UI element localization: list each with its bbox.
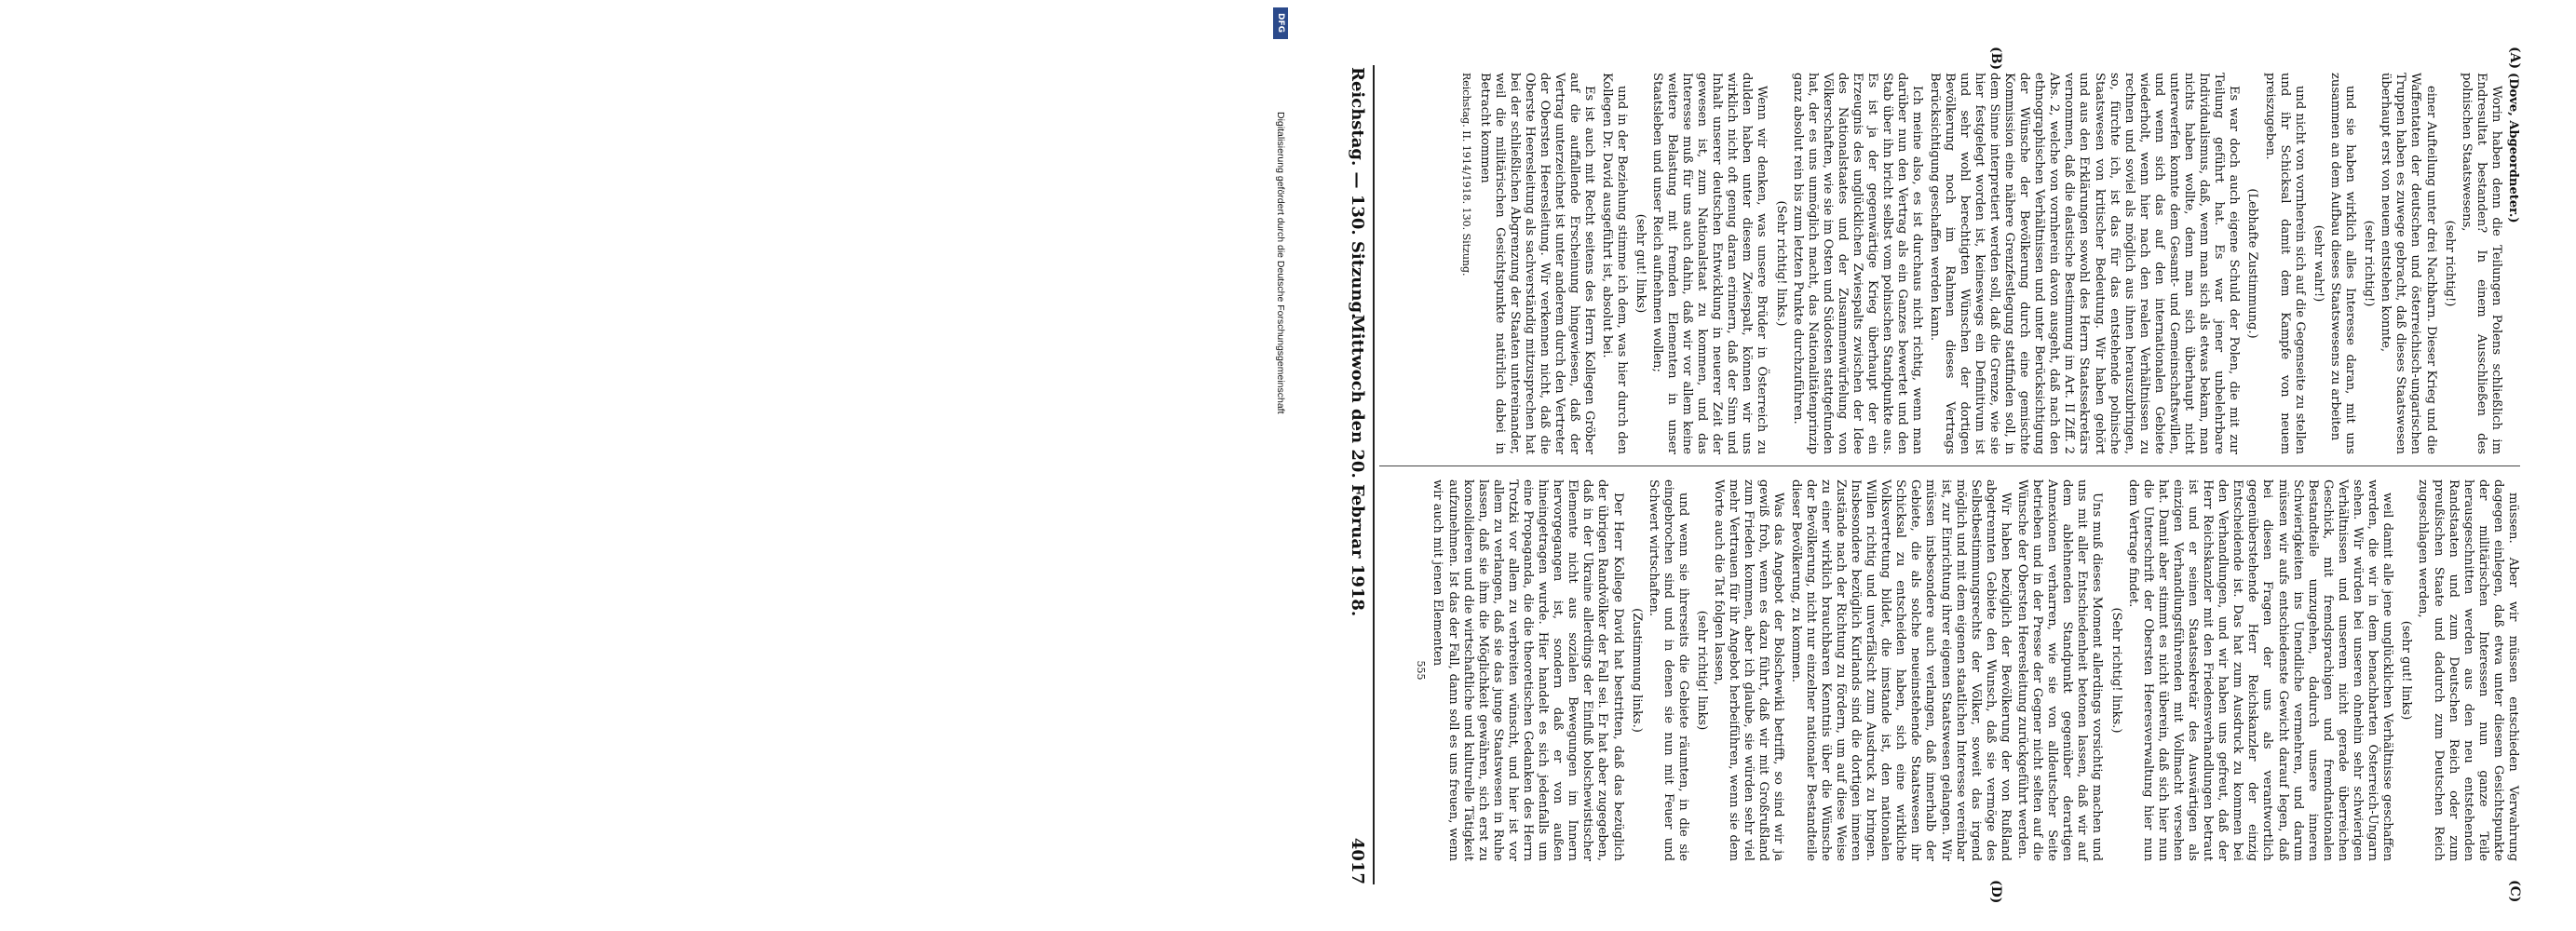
- paragraph: Was das Angebot der Bolschewiki betrifft, so sind wir ja gewiß froh, wenn es dazu führt, daß wir mit Großrußland zum Frieden kommen, aber ich glaube, sie würden sehr viel mehr Vertrauen für ihr Angebot herbeiführen, wenn sie dem Worte auch die Tat folgen lassen,: [1712, 479, 1786, 861]
- header-left: Reichstag. — 130. Sitzung.: [1348, 67, 1367, 319]
- page-signature: 555: [1415, 660, 1428, 681]
- paragraph: Der Herr Kollege David hat bestritten, daß das bezüglich der übrigen Randvölker der Fall sei. Er hat aber zugegeben, daß in der Ukraine allerdings der Einfluß bolschewistischer Elemente nicht aus sozialen Bewegungen im Innern hervorgegangen ist, sondern daß er von außen hineingetragen wurde. Hier handelt es sich jedenfalls um eine Propaganda, die die theoretischen Gedanken des Herrn Trotzki vor allem zu verbreiten wünscht, und hier ist vor allem zu verlangen, daß sie das junge Staatswesen in Ruhe lassen, daß sie ihm die Möglichkeit gewähren, sich erst zu konsolidieren und die wirtschaftliche und kulturelle Tätigkeit aufzunehmen. Ist das der Fall, dann soll es uns freuen, wenn wir auch mit jenen Elementen: [1430, 479, 1625, 861]
- paragraph: Es war doch auch eigene Schuld der Polen, die mit zur Teilung geführt hat. Es war jener unbelehrbare Individualismus, daß, wenn man sich als etwas bekam, man nichts haben wollte, denn man sich überhaupt nicht unterwerfen konnte dem Gesamt- und Gemeinschaftswillen, und wenn sich das auf den internationalen Gebiete wiederholt, wenn hier nach den realen Verhältnissen zu rechnen und soviel als möglich aus ihnen herauszubringen, so, fürchte ich, ist das für das entstehende polnische Staatswesen von kritischer Bedeutung. Wir haben gehört und aus den Erklärungen sowohl des Herrn Staatssekretärs vernommen, daß die elastische Bestimmung im Art. II Ziff. 2 Abs. 2, welche von vornherein davon ausgeht, daß nach den ethnographischen Verhältnissen und unter Berücksichtigung der Wünsche der Bevölkerung durch eine gemischte Kommission eine nähere Grenzfestlegung stattfinden soll, in dem Sinne interpretiert werden soll, daß die Grenze, wie sie hier festgelegt worden ist, keineswegs ein Definitivum ist und sehr wohl berechtigten Wünschen der dortigen Bevölkerung noch im Rahmen dieses Vertrags Berücksichtigung geschaffen werden kann.: [1927, 73, 2242, 454]
- speaker-label: (Dove, Abgeordneter.): [2506, 73, 2520, 223]
- rotated-page: [1288, 0, 2576, 931]
- paragraph: Worin haben denn die Teilungen Polens schließlich im Endresultat bestanden? In einem Ausschließen des polnischen Staatswesens,: [2459, 73, 2503, 454]
- paragraph: Wenn wir denken, was unsere Brüder in Österreich zu dulden haben unter diesem Zwiespalt, können wir uns wirklich nicht oft genug daran erinnern, daß der Sinn und Inhalt unserer deutschen Entwicklung in neuerer Zeit der gewesen ist, zum Nationalstaat zu kommen, und das Interesse muß für uns auch dahin, daß wir vor allem keine weitere Belastung mit fremden Elementen in unser Staatsleben und unser Reich aufnehmen wollen;: [1649, 73, 1769, 454]
- paragraph: und nicht von vornherein sich auf die Gegenseite zu stellen und ihr Schicksal damit dem Kampfe von neuem preiszugeben.: [2262, 73, 2307, 454]
- interjection: (sehr richtig!): [2362, 220, 2377, 307]
- interjection: (Sehr richtig! links.): [2108, 607, 2123, 734]
- paragraph: und sie haben wirklich alles Interesse daran, mit uns zusammen an dem Aufbau dieses Staatswesens zu arbeiten: [2327, 73, 2358, 454]
- header-rule: [1373, 65, 1375, 884]
- paragraph: müssen. Aber wir müssen entschieden Verwahrung dagegen einlegen, daß etwa unter diesem Gesichtspunkte der militärischen Interessen nun ganze Teile herausgeschnitten werden aus den neu entstehenden Randstaaten und zum Deutschen Reich oder zum preußischen Staate und dadurch zum Deutschen Reich zugeschlagen werden,: [2416, 479, 2520, 861]
- margin-mark-a: (A): [2507, 47, 2522, 70]
- margin-mark-d: (D): [1988, 880, 2003, 904]
- paragraph: weil damit alle jene unglücklichen Verhältnisse geschaffen werden, die wir in dem benachbarten Österreich-Ungarn sehen. Wir würden bei unseren ohnehin sehr schwierigen Verhältnissen und unserem nicht gerade überreichen Geschick, mit fremdsprachigen und fremdnationalen Bestandteile umzugehen, dadurch unsere inneren Schwierigkeiten ins Unendliche vermehren, und darum müssen wir aufs entschiedenste Gewicht darauf legen, daß bei diesen Fragen der uns als verantwortlich gegenüberstehende Herr Reichskanzler der einzig Entscheidende ist. Das hat zum Ausdruck zu kommen bei den Verhandlungen, und wir haben uns gefreut, daß der Herr Reichskanzler mit den Friedensverhandlungen betraut ist und er seinen Staatssekretär des Auswärtigen als einzigen Verhandlungsführenden mit Vollmacht versehen hat. Damit aber stimmt es nicht überein, daß sich hier nun die Unterschrift der Obersten Heeresverwaltung hier nun dem Vertrage findet.: [2125, 479, 2395, 861]
- left-column: [1457, 73, 2520, 454]
- interjection: (sehr wahr!): [2311, 224, 2325, 303]
- digitization-credit: Digitalisierung gefördert durch die Deutsche Forschungsgemeinschaft: [1275, 112, 1286, 414]
- margin-mark-b: (B): [1988, 47, 2003, 71]
- paragraph: Ich meine also, es ist durchaus nicht richtig, wenn man darüber nun den Vertrag als ein Ganzes bewertet und den Stab über ihn bricht selbst vom polnischen Standpunkte aus. Es ist ja der gegenwärtige Krieg überhaupt der ein Erzeugnis des unglücklichen Zwiespalts zwischen der Idee des Nationalstaates und der Zusammenwürfelung von Völkerschaften, wie sie im Osten und Südosten stattgefunden hat, der es uns unmöglich macht, das Nationalitätenprinzip ganz absolut rein bis zum letzten Punkte durchzuführen.: [1790, 73, 1925, 454]
- footer-source: Reichstag. II. 1914/1918. 130. Sitzung.: [1459, 73, 1472, 277]
- dfg-logo: DFG: [1273, 7, 1288, 39]
- interjection: (Zustimmung links.): [1629, 608, 1644, 733]
- right-column: [1409, 479, 2520, 861]
- paragraph: Uns muß dieses Moment allerdings vorsichtig machen und uns mit aller Entschiedenheit betonen lassen, daß wir auf dem ablehnenden Standpunkt gegenüber derartigen Annexionen verharren, wie sie von alldeutscher Seite betrieben und in der Presse der Gegner nicht selten auf die Wünsche der Obersten Heeresleitung zurückgeführt werden.: [2015, 479, 2105, 861]
- paragraph: einer Aufteilung unter drei Nachbarn. Dieser Krieg und die Waffentaten der deutschen und österreichisch-ungarischen Truppen haben es zuwege gebracht, daß dieses Staatswesen überhaupt erst von neuem entstehen konnte,: [2379, 73, 2438, 454]
- interjection: (Sehr richtig! links.): [1773, 200, 1788, 327]
- header-date: Mittwoch den 20. Februar 1918.: [1348, 314, 1367, 617]
- interjection: (Lebhafte Zustimmung.): [2245, 188, 2260, 339]
- document-page: [1288, 0, 2576, 931]
- interjection: (sehr richtig!): [2442, 220, 2457, 307]
- interjection: (sehr gut! links): [2399, 620, 2414, 721]
- header-page-number: 4017: [1348, 837, 1367, 884]
- paragraph: Wir haben bezüglich der Bevölkerung der von Rußland abgetrennten Gebiete den Wunsch, daß sie vermöge des Selbstbestimmungsrechts der Völker, soweit das irgend möglich und mit dem eigenen staatlichen Interesse vereinbar ist, zur Einrichtung ihrer eigenen Staatswesen gelangen. Wir müssen insbesondere auch verlangen, daß innerhalb der Gebiete, die als solche neueinstehende Staatswesen ihr Schicksal zu entscheiden haben, sich eine wirkliche Volksvertretung bildet, die imstande ist, den nationalen Willen richtig und unverfälscht zum Ausdruck zu bringen. Insbesondere bezüglich Kurlands sind die dortigen inneren Zustände nach der Richtung zu fördern, um auf diese Weise zu einer wirklich brauchbaren Kenntnis über die Wünsche der Bevölkerung, nicht nur einzelner nationaler Bestandteile dieser Bevölkerung, zu kommen.: [1788, 479, 2013, 861]
- paragraph: und in der Beziehung stimme ich dem, was hier durch den Kollegen Dr. David ausgeführt ist, absolut bei.: [1599, 73, 1629, 454]
- interjection: (sehr gut! links): [1633, 213, 1647, 314]
- paragraph: Es ist auch mit Recht seitens des Herrn Kollegen Gröber auf die auffallende Erscheinung hingewiesen, daß der Vertrag unterzeichnet ist unter anderem durch den Vertreter der Obersten Heeresleitung. Wir verkennen nicht, daß die Oberste Heeresleitung als sachverständig mitzusprechen hat bei der schließlichen Abgrenzung der Staaten untereinander, weil die militärischen Gesichtspunkte natürlich dabei in Betracht kommen: [1477, 73, 1597, 454]
- margin-mark-c: (C): [2507, 880, 2522, 903]
- interjection: (sehr richtig! links): [1695, 610, 1710, 731]
- paragraph: und wenn sie ihrerseits die Gebiete räumten, in die sie eingebrochen sind und in denen sie nun mit Feuer und Schwert wirtschaften.: [1646, 479, 1690, 861]
